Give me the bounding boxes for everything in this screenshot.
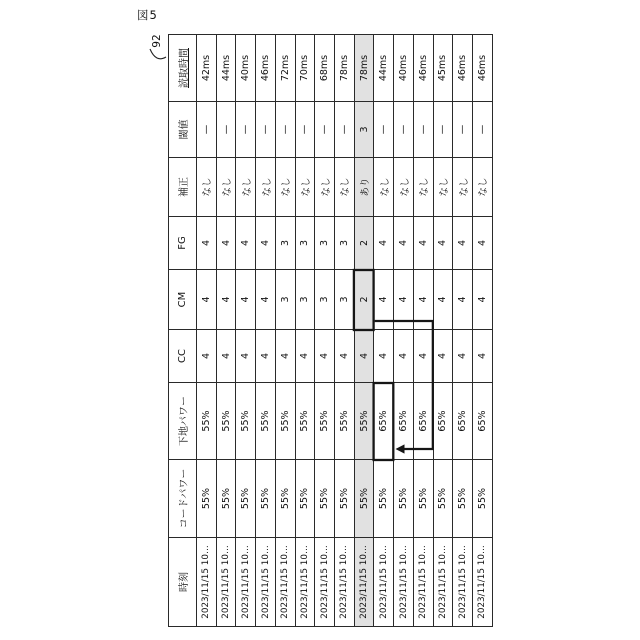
cell-hosei-record-1: なし (197, 158, 217, 217)
cell-cc-record-15: 4 (473, 330, 493, 383)
cell-yomitori-record-7: 68ms (315, 35, 335, 102)
cell-fg-record-13: 4 (433, 217, 453, 270)
cell-hosei-record-4: なし (256, 158, 276, 217)
cell-code_power-record-5: 55% (275, 460, 295, 538)
cell-shitaji_power-record-12: 65% (413, 383, 433, 460)
cell-code_power-record-6: 55% (295, 460, 315, 538)
cell-jikoku-record-11: 2023/11/15 10… (394, 538, 414, 627)
record-6 (295, 35, 315, 627)
cell-cm-record-5: 3 (275, 270, 295, 330)
figure-label: 図5 (137, 8, 158, 22)
cell-cc-record-13: 4 (433, 330, 453, 383)
cell-code_power-record-10: 55% (374, 460, 394, 538)
cell-hosei-record-13: なし (433, 158, 453, 217)
cell-cc-record-8: 4 (335, 330, 355, 383)
column-header-jikoku: 時刻 (169, 538, 197, 627)
cell-cm-record-9: 2 (354, 270, 374, 330)
cell-hosei-record-8: なし (335, 158, 355, 217)
cell-ikichi-record-2: — (216, 102, 236, 158)
cell-cm-record-12: 4 (413, 270, 433, 330)
cell-shitaji_power-record-8: 55% (335, 383, 355, 460)
rotated-table-container (168, 35, 492, 627)
record-2 (216, 35, 236, 627)
cell-ikichi-record-11: — (394, 102, 414, 158)
cell-ikichi-record-5: — (275, 102, 295, 158)
cell-fg-record-14: 4 (453, 217, 473, 270)
column-header-shitaji_power: 下地パワー (169, 383, 197, 460)
cell-cm-record-10: 4 (374, 270, 394, 330)
record-9-highlighted (354, 35, 374, 627)
cell-fg-record-15: 4 (473, 217, 493, 270)
record-14 (453, 35, 473, 627)
record-4 (256, 35, 276, 627)
cell-hosei-record-6: なし (295, 158, 315, 217)
cell-shitaji_power-record-9: 55% (354, 383, 374, 460)
column-header-ikichi: 閾値 (169, 102, 197, 158)
cell-yomitori-record-8: 78ms (335, 35, 355, 102)
cell-fg-record-4: 4 (256, 217, 276, 270)
cell-hosei-record-9: あり (354, 158, 374, 217)
cell-jikoku-record-8: 2023/11/15 10… (335, 538, 355, 627)
cell-cc-record-5: 4 (275, 330, 295, 383)
cell-cm-record-8: 3 (335, 270, 355, 330)
cell-ikichi-record-12: — (413, 102, 433, 158)
cell-cc-record-3: 4 (236, 330, 256, 383)
cell-cc-record-2: 4 (216, 330, 236, 383)
column-header-fg: FG (169, 217, 197, 270)
cell-ikichi-record-15: — (473, 102, 493, 158)
cell-cc-record-1: 4 (197, 330, 217, 383)
cell-cc-record-14: 4 (453, 330, 473, 383)
cell-hosei-record-2: なし (216, 158, 236, 217)
cell-ikichi-record-9: 3 (354, 102, 374, 158)
cell-cm-record-14: 4 (453, 270, 473, 330)
cell-code_power-record-15: 55% (473, 460, 493, 538)
record-13 (433, 35, 453, 627)
column-header-cm: CM (169, 270, 197, 330)
column-header-cc: CC (169, 330, 197, 383)
cell-hosei-record-11: なし (394, 158, 414, 217)
cell-cc-record-12: 4 (413, 330, 433, 383)
cell-cc-record-10: 4 (374, 330, 394, 383)
cell-shitaji_power-record-7: 55% (315, 383, 335, 460)
cell-jikoku-record-6: 2023/11/15 10… (295, 538, 315, 627)
column-header-code_power: コードパワー (169, 460, 197, 538)
cell-yomitori-record-15: 46ms (473, 35, 493, 102)
cell-hosei-record-10: なし (374, 158, 394, 217)
cell-jikoku-record-14: 2023/11/15 10… (453, 538, 473, 627)
cell-fg-record-8: 3 (335, 217, 355, 270)
cell-hosei-record-7: なし (315, 158, 335, 217)
cell-yomitori-record-13: 45ms (433, 35, 453, 102)
cell-code_power-record-7: 55% (315, 460, 335, 538)
cell-fg-record-7: 3 (315, 217, 335, 270)
cell-yomitori-record-11: 40ms (394, 35, 414, 102)
cell-cc-record-4: 4 (256, 330, 276, 383)
cell-yomitori-record-6: 70ms (295, 35, 315, 102)
cell-cm-record-3: 4 (236, 270, 256, 330)
cell-shitaji_power-record-4: 55% (256, 383, 276, 460)
cell-cc-record-7: 4 (315, 330, 335, 383)
cell-jikoku-record-1: 2023/11/15 10… (197, 538, 217, 627)
cell-ikichi-record-13: — (433, 102, 453, 158)
cell-jikoku-record-13: 2023/11/15 10… (433, 538, 453, 627)
cell-cm-record-2: 4 (216, 270, 236, 330)
cell-ikichi-record-6: — (295, 102, 315, 158)
cell-cc-record-11: 4 (394, 330, 414, 383)
reference-leader-line (150, 49, 166, 59)
cell-jikoku-record-5: 2023/11/15 10… (275, 538, 295, 627)
cell-yomitori-record-10: 44ms (374, 35, 394, 102)
cell-code_power-record-12: 55% (413, 460, 433, 538)
cell-code_power-record-4: 55% (256, 460, 276, 538)
cell-code_power-record-3: 55% (236, 460, 256, 538)
cell-hosei-record-14: なし (453, 158, 473, 217)
cell-ikichi-record-14: — (453, 102, 473, 158)
cell-fg-record-9: 2 (354, 217, 374, 270)
cell-fg-record-6: 3 (295, 217, 315, 270)
cell-code_power-record-2: 55% (216, 460, 236, 538)
cell-cm-record-13: 4 (433, 270, 453, 330)
cell-fg-record-1: 4 (197, 217, 217, 270)
cell-cm-record-15: 4 (473, 270, 493, 330)
cell-cc-record-6: 4 (295, 330, 315, 383)
cell-cm-record-11: 4 (394, 270, 414, 330)
cell-shitaji_power-record-13: 65% (433, 383, 453, 460)
cell-hosei-record-15: なし (473, 158, 493, 217)
cell-hosei-record-12: なし (413, 158, 433, 217)
cell-fg-record-2: 4 (216, 217, 236, 270)
cell-code_power-record-1: 55% (197, 460, 217, 538)
cell-shitaji_power-record-15: 65% (473, 383, 493, 460)
column-header-hosei: 補正 (169, 158, 197, 217)
cell-yomitori-record-9: 78ms (354, 35, 374, 102)
cell-yomitori-record-4: 46ms (256, 35, 276, 102)
record-1 (197, 35, 217, 627)
record-8 (335, 35, 355, 627)
record-12 (413, 35, 433, 627)
cell-jikoku-record-4: 2023/11/15 10… (256, 538, 276, 627)
cell-jikoku-record-15: 2023/11/15 10… (473, 538, 493, 627)
record-7 (315, 35, 335, 627)
cell-shitaji_power-record-3: 55% (236, 383, 256, 460)
cell-code_power-record-13: 55% (433, 460, 453, 538)
cell-cc-record-9: 4 (354, 330, 374, 383)
cell-jikoku-record-2: 2023/11/15 10… (216, 538, 236, 627)
cell-yomitori-record-2: 44ms (216, 35, 236, 102)
cell-shitaji_power-record-5: 55% (275, 383, 295, 460)
cell-ikichi-record-3: — (236, 102, 256, 158)
cell-ikichi-record-4: — (256, 102, 276, 158)
cell-code_power-record-14: 55% (453, 460, 473, 538)
header-row (169, 35, 197, 627)
column-header-yomitori: 読取時間 (169, 35, 197, 102)
cell-cm-record-4: 4 (256, 270, 276, 330)
cell-shitaji_power-record-6: 55% (295, 383, 315, 460)
data-table (168, 34, 493, 627)
cell-jikoku-record-3: 2023/11/15 10… (236, 538, 256, 627)
cell-yomitori-record-1: 42ms (197, 35, 217, 102)
record-15 (473, 35, 493, 627)
cell-fg-record-12: 4 (413, 217, 433, 270)
cell-jikoku-record-7: 2023/11/15 10… (315, 538, 335, 627)
cell-cm-record-1: 4 (197, 270, 217, 330)
cell-fg-record-5: 3 (275, 217, 295, 270)
cell-code_power-record-11: 55% (394, 460, 414, 538)
cell-shitaji_power-record-11: 65% (394, 383, 414, 460)
cell-yomitori-record-14: 46ms (453, 35, 473, 102)
record-10 (374, 35, 394, 627)
reference-numeral-92: 92 (151, 34, 163, 48)
cell-jikoku-record-9: 2023/11/15 10… (354, 538, 374, 627)
cell-ikichi-record-7: — (315, 102, 335, 158)
cell-yomitori-record-5: 72ms (275, 35, 295, 102)
cell-cm-record-6: 3 (295, 270, 315, 330)
cell-code_power-record-9: 55% (354, 460, 374, 538)
cell-yomitori-record-12: 46ms (413, 35, 433, 102)
cell-fg-record-3: 4 (236, 217, 256, 270)
cell-ikichi-record-8: — (335, 102, 355, 158)
cell-cm-record-7: 3 (315, 270, 335, 330)
cell-code_power-record-8: 55% (335, 460, 355, 538)
cell-yomitori-record-3: 40ms (236, 35, 256, 102)
cell-hosei-record-3: なし (236, 158, 256, 217)
cell-jikoku-record-12: 2023/11/15 10… (413, 538, 433, 627)
record-11 (394, 35, 414, 627)
cell-shitaji_power-record-14: 65% (453, 383, 473, 460)
record-5 (275, 35, 295, 627)
cell-hosei-record-5: なし (275, 158, 295, 217)
cell-fg-record-10: 4 (374, 217, 394, 270)
record-3 (236, 35, 256, 627)
cell-shitaji_power-record-10: 65% (374, 383, 394, 460)
cell-shitaji_power-record-2: 55% (216, 383, 236, 460)
cell-fg-record-11: 4 (394, 217, 414, 270)
cell-ikichi-record-10: — (374, 102, 394, 158)
cell-ikichi-record-1: — (197, 102, 217, 158)
cell-jikoku-record-10: 2023/11/15 10… (374, 538, 394, 627)
cell-shitaji_power-record-1: 55% (197, 383, 217, 460)
